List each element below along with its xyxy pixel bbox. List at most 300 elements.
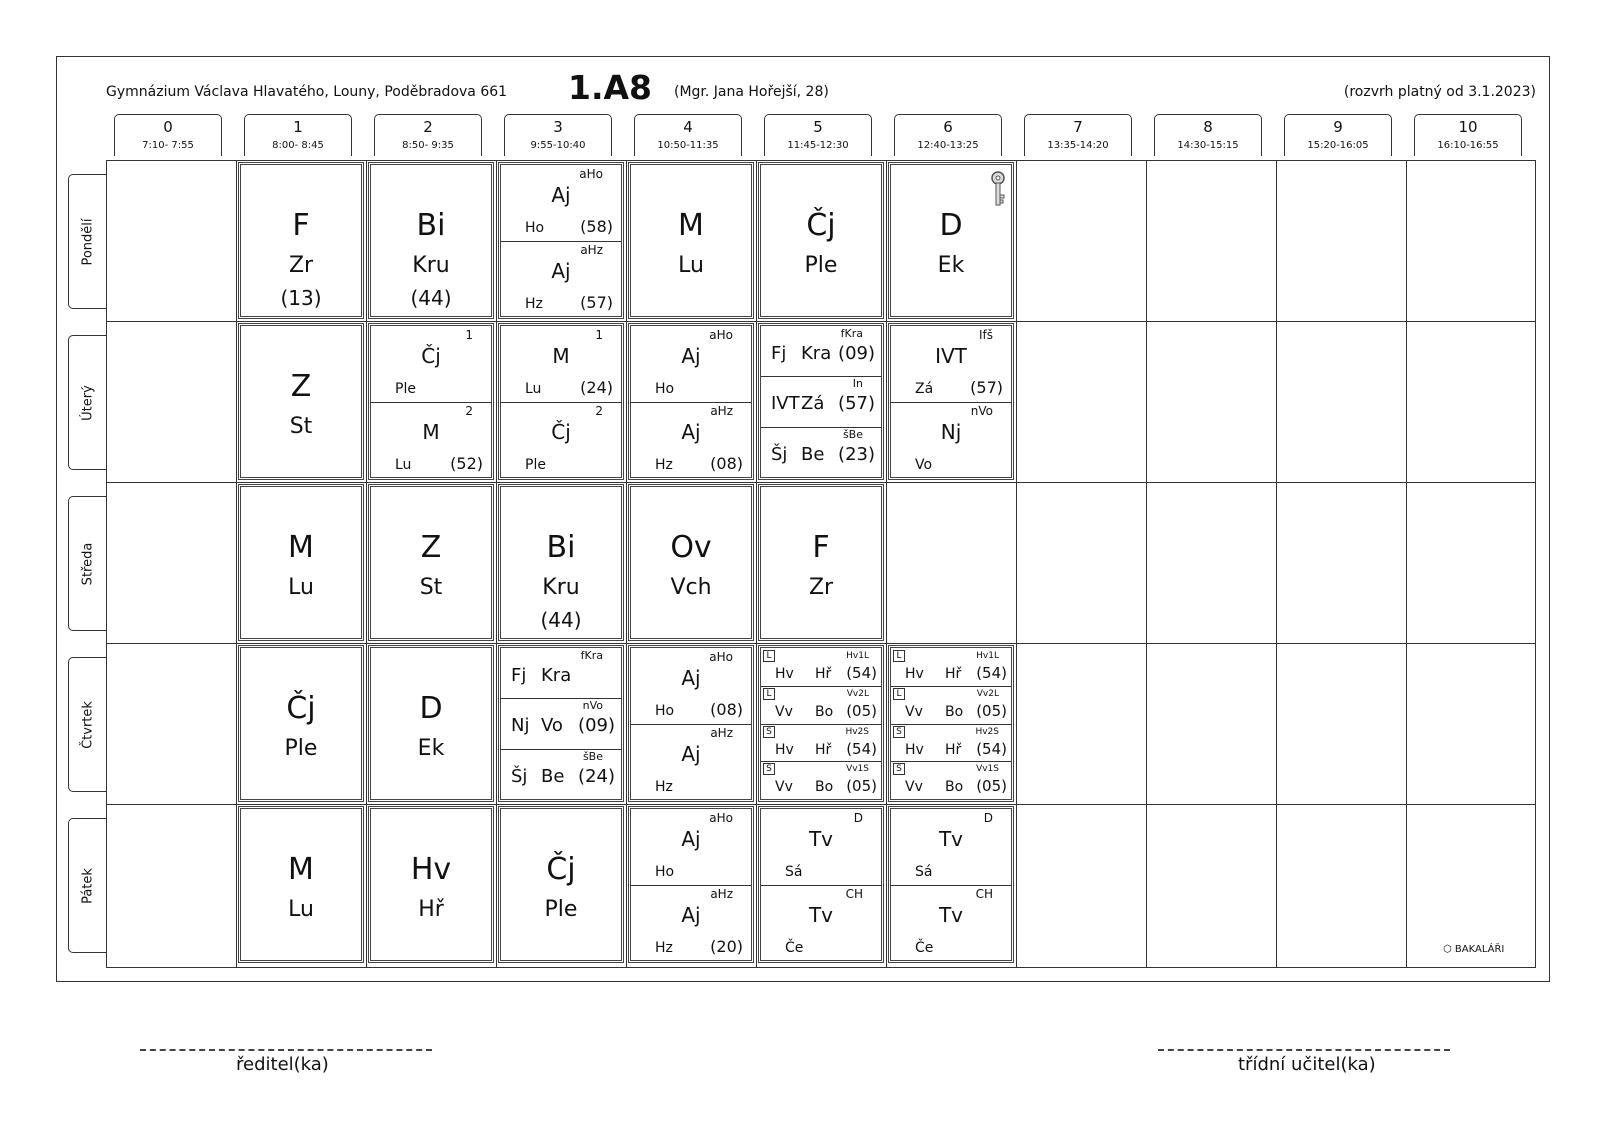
group-label: aHz: [710, 886, 733, 901]
part-subject: Vv: [775, 703, 793, 720]
half-badge: L: [763, 688, 775, 700]
group-label: 2: [595, 403, 603, 418]
period-header: [1024, 114, 1132, 156]
lesson-separator: [501, 241, 621, 242]
group-label: Vv1S: [846, 764, 869, 775]
lesson-part[interactable]: [891, 402, 1011, 478]
lesson-cell[interactable]: [498, 806, 624, 963]
lesson-part[interactable]: [761, 376, 881, 426]
period-number: 10: [1458, 118, 1478, 136]
lesson-cell[interactable]: [368, 645, 494, 802]
lesson-cell[interactable]: [498, 323, 624, 480]
part-room: (57): [838, 393, 875, 415]
day-name: Pondělí: [80, 217, 95, 266]
part-subject: Vv: [775, 779, 793, 796]
lesson-part[interactable]: [891, 648, 1011, 686]
lesson-subject: Čj: [546, 852, 576, 887]
lesson-subject: M: [288, 852, 314, 887]
lesson-room: (13): [280, 286, 322, 310]
group-label: D: [853, 811, 863, 825]
lesson-separator: [891, 402, 1011, 403]
lesson-part[interactable]: [761, 885, 881, 961]
lesson-cell[interactable]: [758, 484, 884, 641]
part-subject: M: [552, 344, 570, 368]
part-subject: Hv: [905, 741, 924, 758]
group-label: Hv2S: [845, 726, 869, 737]
part-subject: Aj: [551, 183, 571, 207]
group-label: aHo: [709, 811, 733, 825]
half-badge: L: [893, 688, 905, 700]
part-teacher: Bo: [815, 779, 834, 796]
part-room: (08): [710, 700, 743, 719]
period-time: 13:35-14:20: [1047, 140, 1109, 151]
lesson-cell[interactable]: [888, 323, 1014, 480]
lesson-separator: [761, 885, 881, 886]
lesson-teacher: Zr: [288, 253, 314, 278]
half-badge: S: [763, 763, 775, 775]
part-room: (58): [580, 217, 613, 236]
day-name: Pátek: [80, 867, 95, 904]
lesson-subject: D: [939, 208, 963, 243]
class-teacher: (Mgr. Jana Hořejší, 28): [674, 84, 829, 100]
part-subject: Aj: [681, 741, 701, 766]
day-name: Úterý: [80, 384, 95, 421]
lesson-cell[interactable]: [238, 162, 364, 319]
period-time: 10:50-11:35: [657, 140, 719, 151]
part-teacher: Zá: [915, 381, 934, 397]
group-label: fKra: [580, 649, 603, 662]
part-subject: Šj: [771, 443, 788, 465]
lesson-cell[interactable]: [628, 323, 754, 480]
day-name: Středa: [80, 542, 95, 585]
lesson-cell[interactable]: [888, 162, 1014, 319]
half-badge: L: [893, 650, 905, 662]
part-room: (57): [970, 378, 1003, 397]
lesson-teacher: Hř: [418, 897, 444, 922]
lesson-cell[interactable]: [238, 806, 364, 963]
day-label: [68, 496, 106, 631]
group-label: aHz: [580, 242, 603, 257]
part-teacher: Kra: [801, 343, 832, 364]
lesson-separator: [501, 749, 621, 750]
period-time: 11:45-12:30: [787, 140, 849, 151]
lesson-teacher: Lu: [288, 897, 314, 922]
part-subject: Hv: [905, 666, 924, 682]
group-label: nVo: [582, 699, 603, 713]
lesson-cell[interactable]: [758, 162, 884, 319]
period-number: 3: [553, 118, 563, 136]
lesson-part[interactable]: [501, 165, 621, 241]
part-subject: Hv: [775, 741, 794, 758]
lesson-subject: M: [288, 530, 314, 565]
group-label: 2: [465, 403, 473, 418]
part-teacher: Ple: [525, 456, 546, 473]
lesson-subject: D: [419, 691, 443, 726]
part-teacher: Kra: [541, 665, 572, 686]
group-label: 1: [465, 328, 473, 342]
signature-label-left: ředitel(ka): [236, 1054, 329, 1075]
group-label: nVo: [970, 403, 993, 418]
lesson-cell[interactable]: [238, 323, 364, 480]
lesson-cell[interactable]: [628, 645, 754, 802]
part-teacher: Zá: [801, 393, 825, 415]
part-subject: IVT: [771, 393, 800, 415]
lesson-separator: [631, 885, 751, 886]
grid-row-line: [106, 482, 1536, 483]
part-teacher: Če: [915, 939, 934, 956]
lesson-separator: [761, 724, 881, 725]
lesson-cell[interactable]: [498, 484, 624, 641]
lesson-cell[interactable]: [368, 484, 494, 641]
group-label: Hv1L: [846, 651, 869, 661]
part-subject: M: [422, 419, 440, 444]
lesson-part[interactable]: [501, 326, 621, 402]
part-subject: Fj: [771, 343, 787, 364]
part-room: (54): [846, 739, 877, 758]
group-label: Ifš: [978, 328, 993, 342]
lesson-subject: Hv: [410, 852, 452, 887]
lesson-cell[interactable]: [238, 645, 364, 802]
lesson-part[interactable]: [631, 648, 751, 724]
part-room: (20): [710, 936, 743, 956]
signature-line-left: [140, 1049, 432, 1051]
lesson-separator: [891, 761, 1011, 762]
lesson-part[interactable]: [631, 724, 751, 800]
lesson-cell[interactable]: [888, 806, 1014, 963]
grid-row-line: [106, 804, 1536, 805]
lesson-part[interactable]: [761, 648, 881, 686]
grid-col-line: [1276, 160, 1277, 968]
part-subject: Aj: [681, 666, 701, 690]
lesson-cell[interactable]: [368, 323, 494, 480]
lesson-subject: Z: [420, 530, 442, 565]
part-room: (52): [450, 453, 483, 473]
period-header: [634, 114, 742, 156]
part-subject: Vv: [905, 779, 923, 796]
lesson-cell[interactable]: [238, 484, 364, 641]
group-label: šBe: [582, 749, 603, 763]
part-teacher: Be: [541, 765, 565, 787]
group-label: aHz: [710, 403, 733, 418]
part-room: (05): [976, 701, 1007, 720]
lesson-part[interactable]: [891, 686, 1011, 724]
lesson-cell[interactable]: [758, 806, 884, 963]
part-room: (24): [580, 378, 613, 397]
part-room: (09): [578, 715, 615, 737]
grid-col-line: [626, 160, 627, 968]
lesson-part[interactable]: [501, 241, 621, 317]
group-label: aHo: [709, 650, 733, 664]
part-teacher: Vo: [541, 715, 563, 737]
grid-col-line: [886, 160, 887, 968]
period-time: 16:10-16:55: [1437, 140, 1499, 151]
part-room: (57): [580, 292, 613, 312]
part-teacher: Če: [785, 939, 804, 956]
period-header: [1154, 114, 1262, 156]
part-subject: IVT: [935, 344, 967, 368]
lesson-cell[interactable]: [498, 162, 624, 319]
group-label: Hv1L: [976, 651, 999, 661]
period-number: 1: [293, 118, 303, 136]
school-name: Gymnázium Václava Hlavatého, Louny, Poděbradova 661: [106, 84, 508, 100]
lesson-teacher: Lu: [288, 575, 314, 600]
part-subject: Aj: [681, 419, 701, 444]
period-number: 8: [1203, 118, 1213, 136]
lesson-cell[interactable]: [368, 162, 494, 319]
part-subject: Aj: [681, 902, 701, 927]
lesson-room: (44): [540, 608, 582, 632]
lesson-cell[interactable]: [368, 806, 494, 963]
lesson-teacher: Ek: [937, 253, 965, 278]
valid-from: (rozvrh platný od 3.1.2023): [1343, 84, 1536, 100]
lesson-separator: [501, 698, 621, 699]
part-teacher: Hz: [655, 939, 673, 956]
lesson-part[interactable]: [501, 749, 621, 799]
lesson-teacher: Zr: [808, 575, 834, 600]
key-icon: [990, 171, 1006, 207]
logo-icon: ⬡: [1443, 944, 1455, 955]
group-label: šBe: [842, 427, 863, 441]
period-header: [894, 114, 1002, 156]
bakalari-logo: [1443, 944, 1504, 955]
half-badge: L: [763, 650, 775, 662]
lesson-subject: Bi: [546, 530, 576, 565]
part-subject: Čj: [551, 419, 571, 444]
lesson-room: (44): [410, 286, 452, 310]
lesson-separator: [891, 885, 1011, 886]
half-badge: S: [893, 726, 905, 738]
part-teacher: Bo: [815, 703, 834, 720]
part-room: (54): [976, 664, 1007, 682]
half-badge: S: [893, 763, 905, 775]
part-subject: Nj: [940, 419, 962, 444]
lesson-separator: [631, 724, 751, 725]
part-subject: Šj: [511, 765, 528, 787]
group-label: 1: [595, 328, 603, 342]
lesson-cell[interactable]: [888, 645, 1014, 802]
part-subject: Tv: [938, 827, 964, 851]
part-teacher: Hz: [655, 456, 673, 473]
period-number: 9: [1333, 118, 1343, 136]
part-teacher: Bo: [945, 779, 964, 796]
period-time: 12:40-13:25: [917, 140, 979, 151]
period-time: 7:10- 7:55: [142, 140, 194, 151]
lesson-part[interactable]: [761, 809, 881, 885]
part-teacher: Ho: [655, 703, 675, 719]
part-teacher: Bo: [945, 703, 964, 720]
part-teacher: Sá: [915, 864, 933, 880]
lesson-part[interactable]: [501, 402, 621, 478]
lesson-part[interactable]: [761, 761, 881, 799]
group-label: aHo: [579, 167, 603, 181]
lesson-separator: [891, 724, 1011, 725]
part-room: (23): [838, 443, 875, 465]
lesson-teacher: Vch: [670, 575, 712, 600]
lesson-separator: [371, 402, 491, 403]
lesson-subject: Z: [290, 369, 312, 404]
lesson-part[interactable]: [891, 885, 1011, 961]
period-number: 7: [1073, 118, 1083, 136]
period-header: [504, 114, 612, 156]
lesson-teacher: Kru: [542, 575, 580, 600]
lesson-separator: [631, 402, 751, 403]
lesson-subject: Čj: [806, 208, 836, 243]
grid-col-line: [236, 160, 237, 968]
part-teacher: Vo: [915, 456, 933, 473]
lesson-subject: F: [812, 530, 830, 565]
part-teacher: Ple: [395, 381, 416, 397]
part-teacher: Hř: [815, 741, 832, 758]
part-room: (09): [838, 343, 875, 364]
part-room: (54): [846, 664, 877, 682]
period-header: [764, 114, 872, 156]
grid-col-line: [756, 160, 757, 968]
lesson-teacher: Kru: [412, 253, 450, 278]
part-room: (24): [578, 765, 615, 787]
lesson-separator: [761, 427, 881, 428]
period-number: 6: [943, 118, 953, 136]
part-teacher: Hz: [525, 295, 543, 312]
grid-col-line: [366, 160, 367, 968]
lesson-part[interactable]: [631, 402, 751, 478]
lesson-cell[interactable]: [628, 484, 754, 641]
day-label: [68, 818, 106, 953]
lesson-part[interactable]: [761, 427, 881, 477]
lesson-cell[interactable]: [758, 645, 884, 802]
day-name: Čtvrtek: [80, 700, 95, 749]
day-label: [68, 335, 106, 470]
period-number: 2: [423, 118, 433, 136]
part-subject: Čj: [421, 344, 441, 368]
lesson-subject: M: [678, 208, 704, 243]
group-label: Vv2L: [976, 688, 999, 699]
grid-col-line: [1016, 160, 1017, 968]
logo-text: BAKALÁŘI: [1454, 944, 1505, 955]
part-teacher: Lu: [395, 456, 412, 473]
part-teacher: Hř: [815, 666, 832, 682]
part-subject: Aj: [681, 827, 701, 851]
group-label: In: [852, 377, 863, 391]
part-teacher: Hř: [945, 741, 962, 758]
part-subject: Aj: [551, 258, 571, 283]
period-header: [244, 114, 352, 156]
day-label: [68, 174, 106, 309]
signature-line-right: [1158, 1049, 1450, 1051]
lesson-cell[interactable]: [498, 645, 624, 802]
lesson-part[interactable]: [501, 648, 621, 698]
lesson-subject: F: [292, 208, 310, 243]
period-time: 15:20-16:05: [1307, 140, 1369, 151]
lesson-teacher: St: [289, 414, 313, 439]
lesson-cell[interactable]: [628, 806, 754, 963]
lesson-teacher: St: [419, 575, 443, 600]
part-subject: Hv: [775, 666, 794, 682]
part-teacher: Lu: [525, 381, 542, 397]
group-label: Vv2L: [846, 688, 869, 699]
group-label: CH: [975, 886, 993, 901]
lesson-teacher: Ple: [284, 736, 318, 761]
lesson-part[interactable]: [501, 698, 621, 748]
lesson-part[interactable]: [371, 326, 491, 402]
group-label: D: [983, 811, 993, 825]
group-label: aHo: [709, 328, 733, 342]
period-header: [374, 114, 482, 156]
lesson-teacher: Ple: [544, 897, 578, 922]
lesson-part[interactable]: [631, 809, 751, 885]
part-room: (05): [976, 777, 1007, 796]
lesson-part[interactable]: [891, 326, 1011, 402]
class-name: 1.A8: [568, 68, 652, 107]
lesson-part[interactable]: [371, 402, 491, 478]
part-teacher: Ho: [655, 864, 675, 880]
part-subject: Tv: [808, 902, 834, 927]
period-time: 14:30-15:15: [1177, 140, 1239, 151]
lesson-separator: [501, 402, 621, 403]
part-room: (05): [846, 701, 877, 720]
group-label: aHz: [710, 725, 733, 740]
part-teacher: Be: [801, 443, 825, 465]
period-time: 9:55-10:40: [530, 140, 586, 151]
period-header: [1414, 114, 1522, 156]
period-header: [1284, 114, 1392, 156]
group-label: Hv2S: [975, 726, 999, 737]
signature-label-right: třídní učitel(ka): [1238, 1054, 1376, 1075]
period-time: 8:50- 9:35: [402, 140, 454, 151]
lesson-part[interactable]: [761, 326, 881, 376]
lesson-part[interactable]: [631, 326, 751, 402]
lesson-part[interactable]: [761, 686, 881, 724]
lesson-part[interactable]: [891, 761, 1011, 799]
lesson-cell[interactable]: [758, 323, 884, 480]
lesson-part[interactable]: [891, 724, 1011, 762]
lesson-teacher: Ek: [417, 736, 445, 761]
lesson-part[interactable]: [891, 809, 1011, 885]
day-label: [68, 657, 106, 792]
part-teacher: Sá: [785, 864, 803, 880]
part-subject: Vv: [905, 703, 923, 720]
lesson-subject: Ov: [670, 530, 712, 565]
part-subject: Nj: [511, 715, 530, 737]
grid-col-line: [496, 160, 497, 968]
lesson-subject: Čj: [286, 691, 316, 726]
lesson-teacher: Lu: [678, 253, 704, 278]
lesson-part[interactable]: [761, 724, 881, 762]
part-teacher: Ho: [655, 381, 675, 397]
part-subject: Tv: [938, 902, 964, 927]
lesson-separator: [761, 761, 881, 762]
lesson-subject: Bi: [416, 208, 446, 243]
part-room: (08): [710, 453, 743, 473]
part-subject: Aj: [681, 344, 701, 368]
lesson-teacher: Ple: [804, 253, 838, 278]
group-label: fKra: [840, 327, 863, 340]
grid-row-line: [106, 643, 1536, 644]
half-badge: S: [763, 726, 775, 738]
group-label: CH: [845, 886, 863, 901]
period-number: 4: [683, 118, 693, 136]
period-number: 0: [163, 118, 173, 136]
group-label: Vv1S: [976, 764, 999, 775]
grid-row-line: [106, 321, 1536, 322]
part-subject: Tv: [808, 827, 834, 851]
part-subject: Fj: [511, 665, 527, 686]
period-number: 5: [813, 118, 823, 136]
part-teacher: Hz: [655, 778, 673, 795]
lesson-part[interactable]: [631, 885, 751, 961]
lesson-cell[interactable]: [628, 162, 754, 319]
grid-col-line: [1146, 160, 1147, 968]
part-room: (54): [976, 739, 1007, 758]
